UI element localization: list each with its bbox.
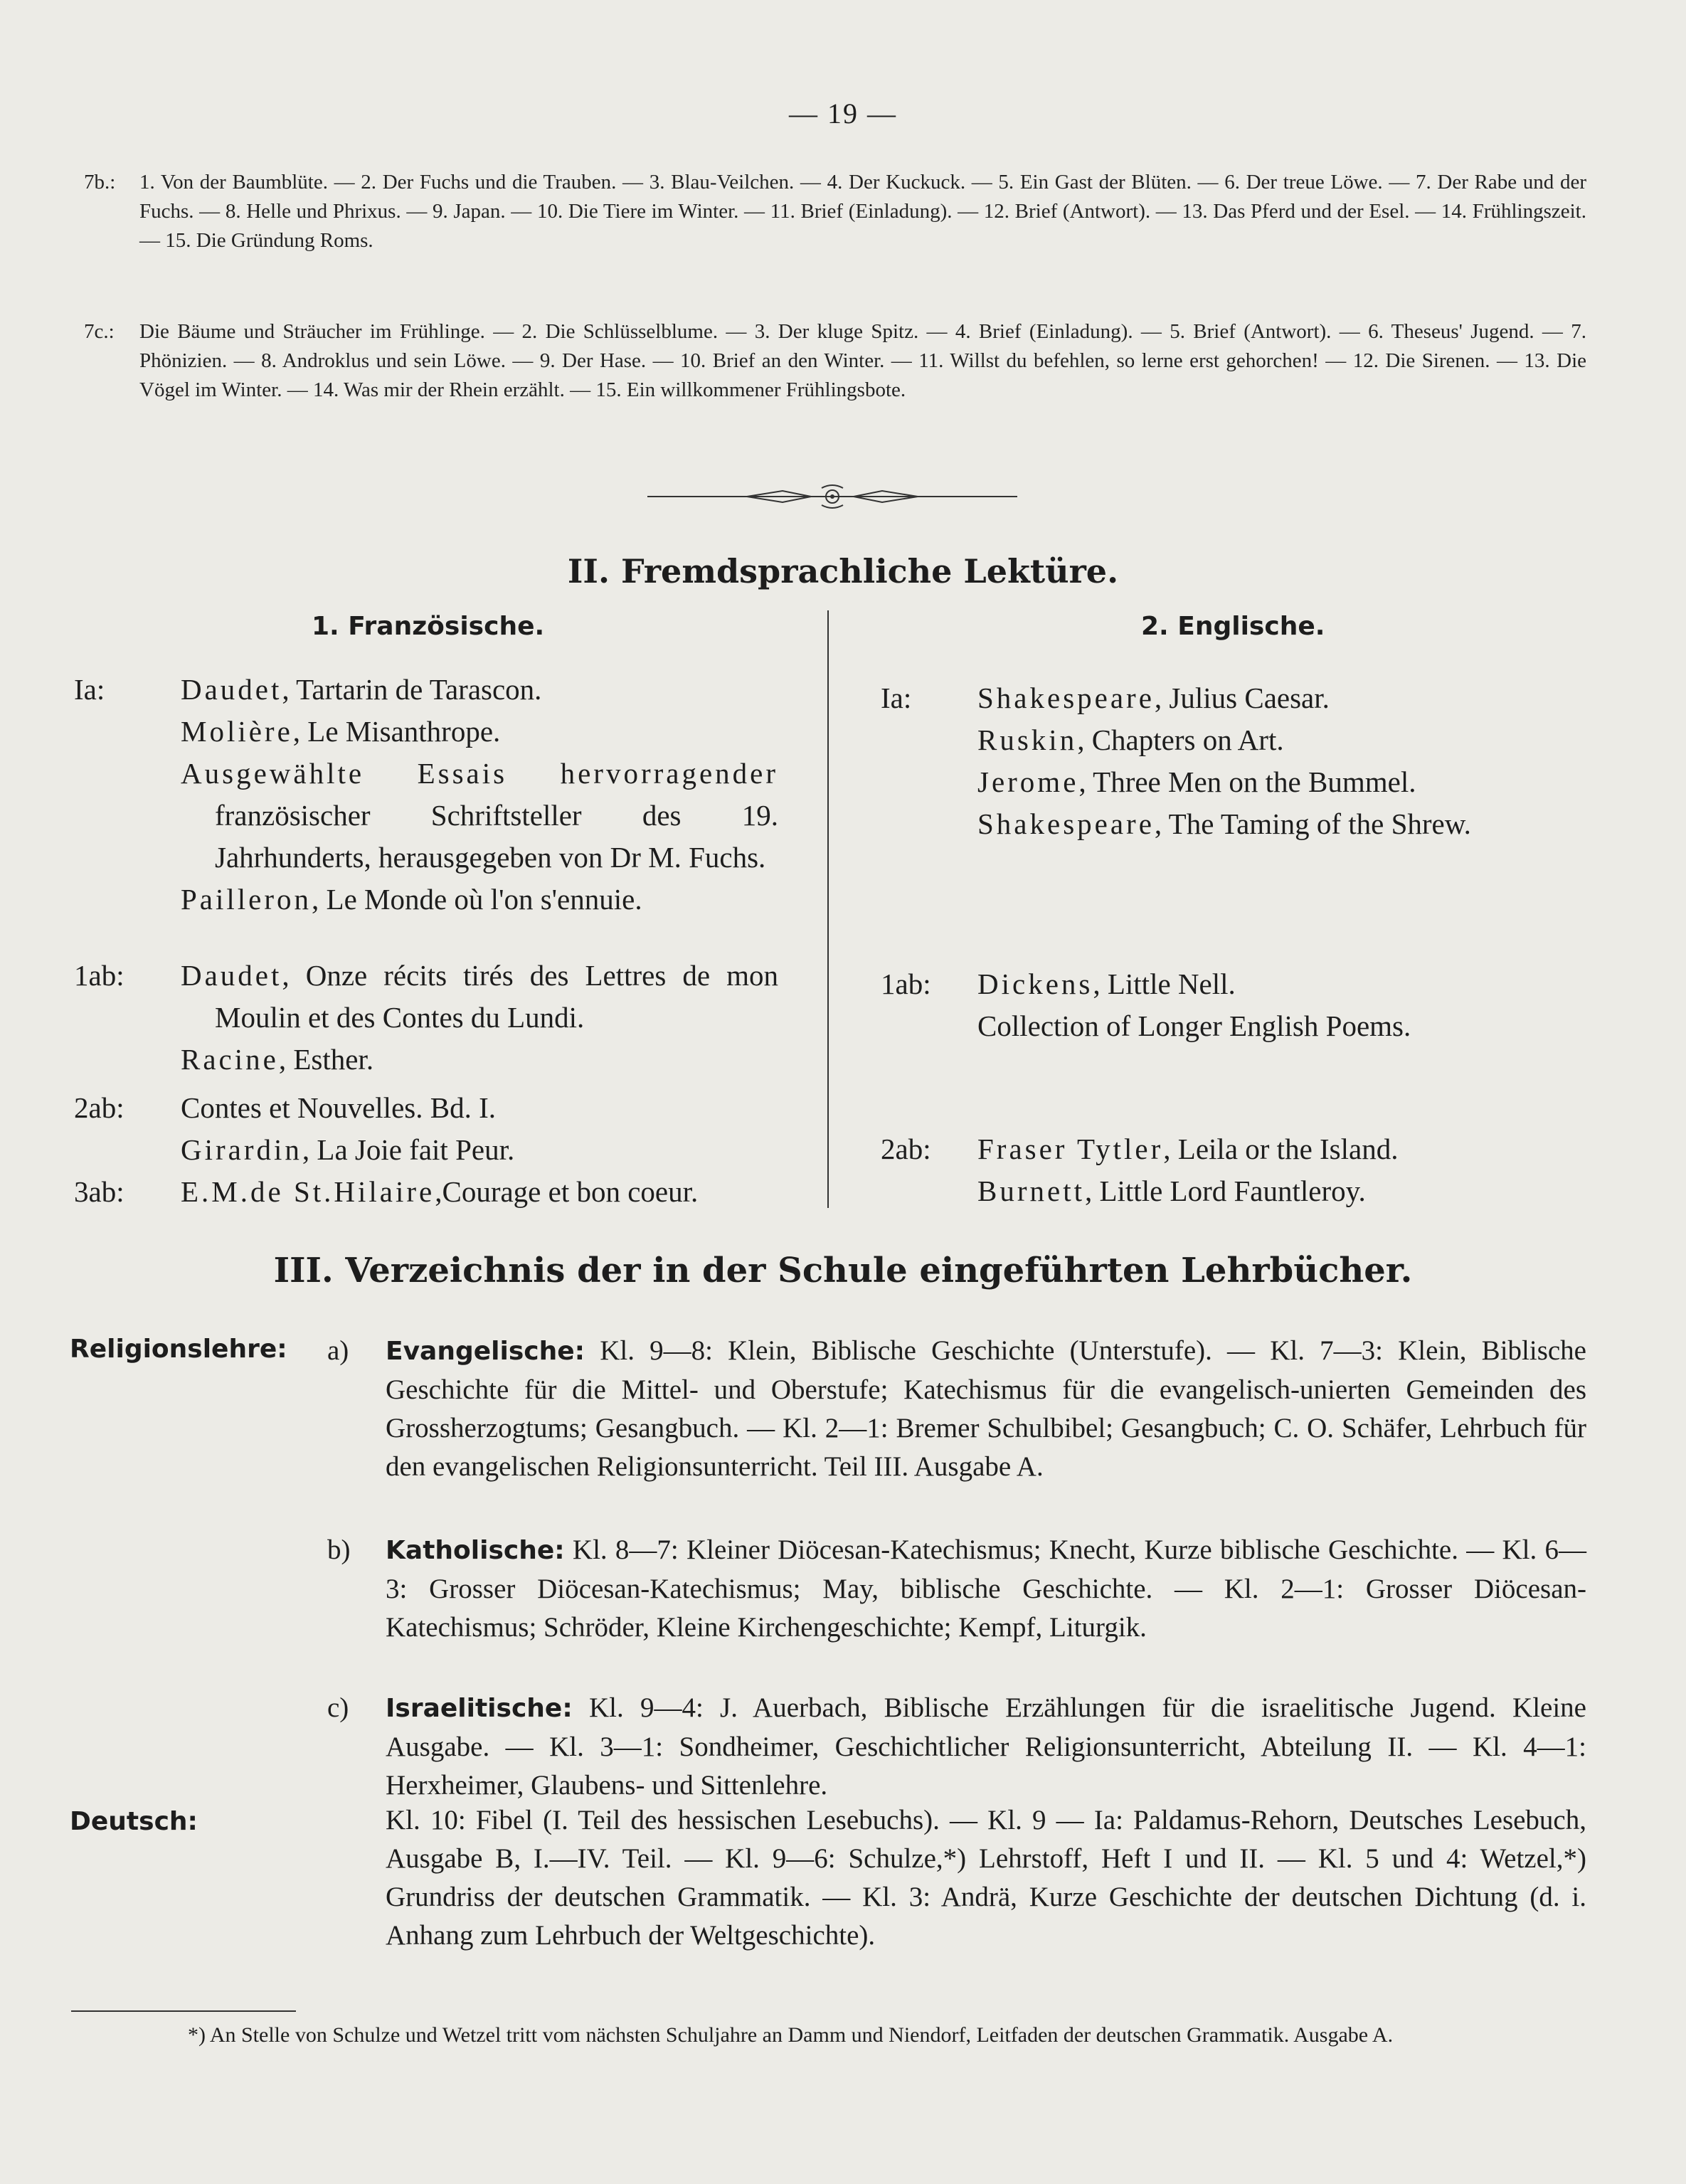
- decorative-ornament: [647, 484, 1017, 509]
- book-title: , Little Lord Fauntleroy.: [1084, 1175, 1366, 1207]
- book-author: Daudet: [181, 959, 282, 992]
- book-list: [181, 1171, 778, 1213]
- book-title: , Chapters on Art.: [1077, 723, 1284, 756]
- english-heading: 2. Englische.: [1141, 612, 1325, 641]
- class-label: 3ab:: [74, 1175, 124, 1208]
- religion-part: [327, 1689, 1586, 1805]
- book-title: , Leila or the Island.: [1163, 1133, 1399, 1165]
- book-entry: [181, 955, 778, 1039]
- book-entry: [181, 879, 778, 921]
- book-title: französischer Schriftsteller des 19. Jahrhunderts, herausgegeben von Dr M. Fuchs.: [215, 799, 778, 874]
- subject-religion: Religionslehre:: [70, 1335, 287, 1364]
- book-title: , La Joie fait Peur.: [302, 1133, 515, 1166]
- book-list: [977, 963, 1585, 1047]
- book-entry: [977, 761, 1585, 803]
- religion-part: [327, 1531, 1586, 1647]
- book-author: Dickens: [977, 968, 1093, 1000]
- book-entry: [181, 753, 778, 879]
- book-entry: [181, 1087, 778, 1129]
- class-label: 1ab:: [881, 968, 931, 1000]
- part-text: [386, 1332, 1586, 1486]
- denomination-label: Katholische:: [386, 1536, 565, 1565]
- book-title: , Little Nell.: [1093, 968, 1236, 1000]
- denomination-label: Evangelische:: [386, 1337, 585, 1366]
- page-number: — 19 —: [789, 97, 897, 129]
- book-list: [181, 669, 778, 921]
- book-entry: [181, 711, 778, 753]
- book-entry: [977, 1128, 1585, 1170]
- book-title: ,Courage et bon coeur.: [435, 1175, 699, 1208]
- section-title-textbooks: III. Verzeichnis der in der Schule eingeführten Lehrbücher.: [273, 1251, 1413, 1290]
- book-list: [977, 1128, 1585, 1212]
- book-entry: [977, 1005, 1585, 1047]
- part-text: [386, 1531, 1586, 1647]
- reading-list-text: 1. Von der Baumblüte. — 2. Der Fuchs und die Trauben. — 3. Blau-Veilchen. — 4. Der Kuckuck. — 5. Ein Gast der Blüten. — 6. Der treue Löwe. — 7. Der Rabe und der Fuchs. — 8. Helle und Phrixus. — 9. Japan. — 10. Die Tiere im Winter. — 11. Brief (Einladung). — 12. Brief (Antwort). — 13. Das Pferd und der Esel. — 14. Frühlingszeit. — 15. Die Gründung Roms.: [139, 171, 1586, 252]
- book-entry: [181, 1171, 778, 1213]
- book-title: Contes et Nouvelles. Bd. I.: [181, 1091, 496, 1124]
- book-entry: [181, 669, 778, 711]
- book-entry: [977, 963, 1585, 1005]
- part-marker: b): [327, 1534, 351, 1565]
- reading-list-7b: [84, 168, 1586, 255]
- class-label: 2ab:: [74, 1091, 124, 1124]
- part-marker: c): [327, 1692, 349, 1723]
- religion-part: [327, 1332, 1586, 1486]
- textbook-list: Kl. 9—4: J. Auerbach, Biblische Erzählungen für die israelitische Jugend. Kleine Ausgabe. — Kl. 3—1: Sondheimer, Geschichtlicher Religionsunterricht, Abteilung II. — Kl. 4—1: Herxheimer, Glaubens- und Sittenlehre.: [386, 1692, 1586, 1801]
- book-author: Fraser Tytler: [977, 1133, 1164, 1165]
- reading-list-text: Die Bäume und Sträucher im Frühlinge. — 2. Die Schlüsselblume. — 3. Der kluge Spitz. — 4. Brief (Einladung). — 5. Brief (Antwort). — 6. Theseus' Jugend. — 7. Phönizien. — 8. Androklus und sein Löwe. — 9. Der Hase. — 10. Brief an den Winter. — 11. Willst du befehlen, so lerne erst gehorchen! — 12. Die Sirenen. — 13. Die Vögel im Winter. — 14. Was mir der Rhein erzählt. — 15. Ein willkommener Frühlingsbote.: [139, 320, 1586, 401]
- book-author: Pailleron: [181, 883, 312, 916]
- book-author: E.M.de St.Hilaire: [181, 1175, 435, 1208]
- footnote: *) An Stelle von Schulze und Wetzel tritt vom nächsten Schuljahre an Damm und Niendorf, Leitfaden der deutschen Grammatik. Ausgabe A.: [188, 2023, 1394, 2047]
- section-title-foreign-reading: II. Fremdsprachliche Lektüre.: [567, 552, 1119, 590]
- book-author: Molière: [181, 715, 293, 748]
- book-title: , Three Men on the Bummel.: [1078, 765, 1416, 798]
- reading-list-7c: [84, 317, 1586, 405]
- german-textbooks: Kl. 10: Fibel (I. Teil des hessischen Lesebuchs). — Kl. 9 — Ia: Paldamus-Rehorn, Deutsches Lesebuch, Ausgabe B, I.—IV. Teil. — Kl. 9—6: Schulze,*) Lehrstoff, Heft I und II. — Kl. 5 und 4: Wetzel,*) Grundriss der deutschen Grammatik. — Kl. 3: Andrä, Kurze Geschichte der deutschen Dichtung (d. i. Anhang zum Lehrbuch der Weltgeschichte).: [386, 1805, 1586, 1951]
- book-entry: [977, 803, 1585, 845]
- book-title: , Le Monde où l'on s'ennuie.: [312, 883, 642, 916]
- book-author: Burnett: [977, 1175, 1085, 1207]
- column-divider: [827, 610, 829, 1208]
- book-list: [977, 677, 1585, 845]
- book-author: Jerome: [977, 765, 1079, 798]
- book-author: Girardin: [181, 1133, 302, 1166]
- book-title: Collection of Longer English Poems.: [977, 1009, 1411, 1042]
- part-text: [386, 1689, 1586, 1805]
- part-marker: a): [327, 1335, 349, 1366]
- book-list: [181, 1087, 778, 1171]
- book-title: , Tartarin de Tarascon.: [282, 673, 542, 706]
- subject-german: Deutsch:: [70, 1807, 198, 1836]
- book-author: Ruskin: [977, 723, 1078, 756]
- book-author: Ausgewählte Essais hervorragender: [181, 757, 778, 790]
- reading-list-label: 7c.:: [84, 320, 115, 343]
- book-title: , Julius Caesar.: [1154, 682, 1330, 714]
- denomination-label: Israelitische:: [386, 1694, 573, 1723]
- reading-list-label: 7b.:: [84, 171, 116, 194]
- textbook-list: Kl. 8—7: Kleiner Diöcesan-Katechismus; Knecht, Kurze biblische Geschichte. — Kl. 6—3: Grosser Diöcesan-Katechismus; May, biblische Geschichte. — Kl. 2—1: Grosser Diöcesan-Katechismus; Schröder, Kleine Kirchengeschichte; Kempf, Liturgik.: [386, 1534, 1586, 1643]
- book-title: , Esther.: [278, 1043, 374, 1076]
- book-entry: [181, 1039, 778, 1081]
- class-label: Ia:: [74, 673, 105, 706]
- class-label: 2ab:: [881, 1133, 931, 1165]
- book-title: , The Taming of the Shrew.: [1154, 807, 1471, 840]
- book-author: Shakespeare: [977, 807, 1155, 840]
- book-entry: [977, 719, 1585, 761]
- book-title: , Onze récits tirés des Lettres de mon Moulin et des Contes du Lundi.: [215, 959, 778, 1034]
- book-list: [181, 955, 778, 1081]
- book-title: , Le Misanthrope.: [292, 715, 501, 748]
- book-author: Racine: [181, 1043, 279, 1076]
- french-heading: 1. Französische.: [312, 612, 545, 641]
- book-entry: [977, 1170, 1585, 1212]
- class-label: Ia:: [881, 682, 912, 714]
- textbook-list: Kl. 9—8: Klein, Biblische Geschichte (Unterstufe). — Kl. 7—3: Klein, Biblische Geschichte für die Mittel- und Oberstufe; Katechismus für die evangelisch-unierten Gemeinden des Grossherzogtums; Gesangbuch. — Kl. 2—1: Bremer Schulbibel; Gesangbuch; C. O. Schäfer, Lehrbuch für den evangelischen Religionsunterricht. Teil III. Ausgabe A.: [386, 1335, 1586, 1482]
- class-label: 1ab:: [74, 959, 124, 992]
- footnote-rule: [71, 2010, 296, 2012]
- book-entry: [977, 677, 1585, 719]
- book-author: Daudet: [181, 673, 282, 706]
- book-entry: [181, 1129, 778, 1171]
- book-author: Shakespeare: [977, 682, 1155, 714]
